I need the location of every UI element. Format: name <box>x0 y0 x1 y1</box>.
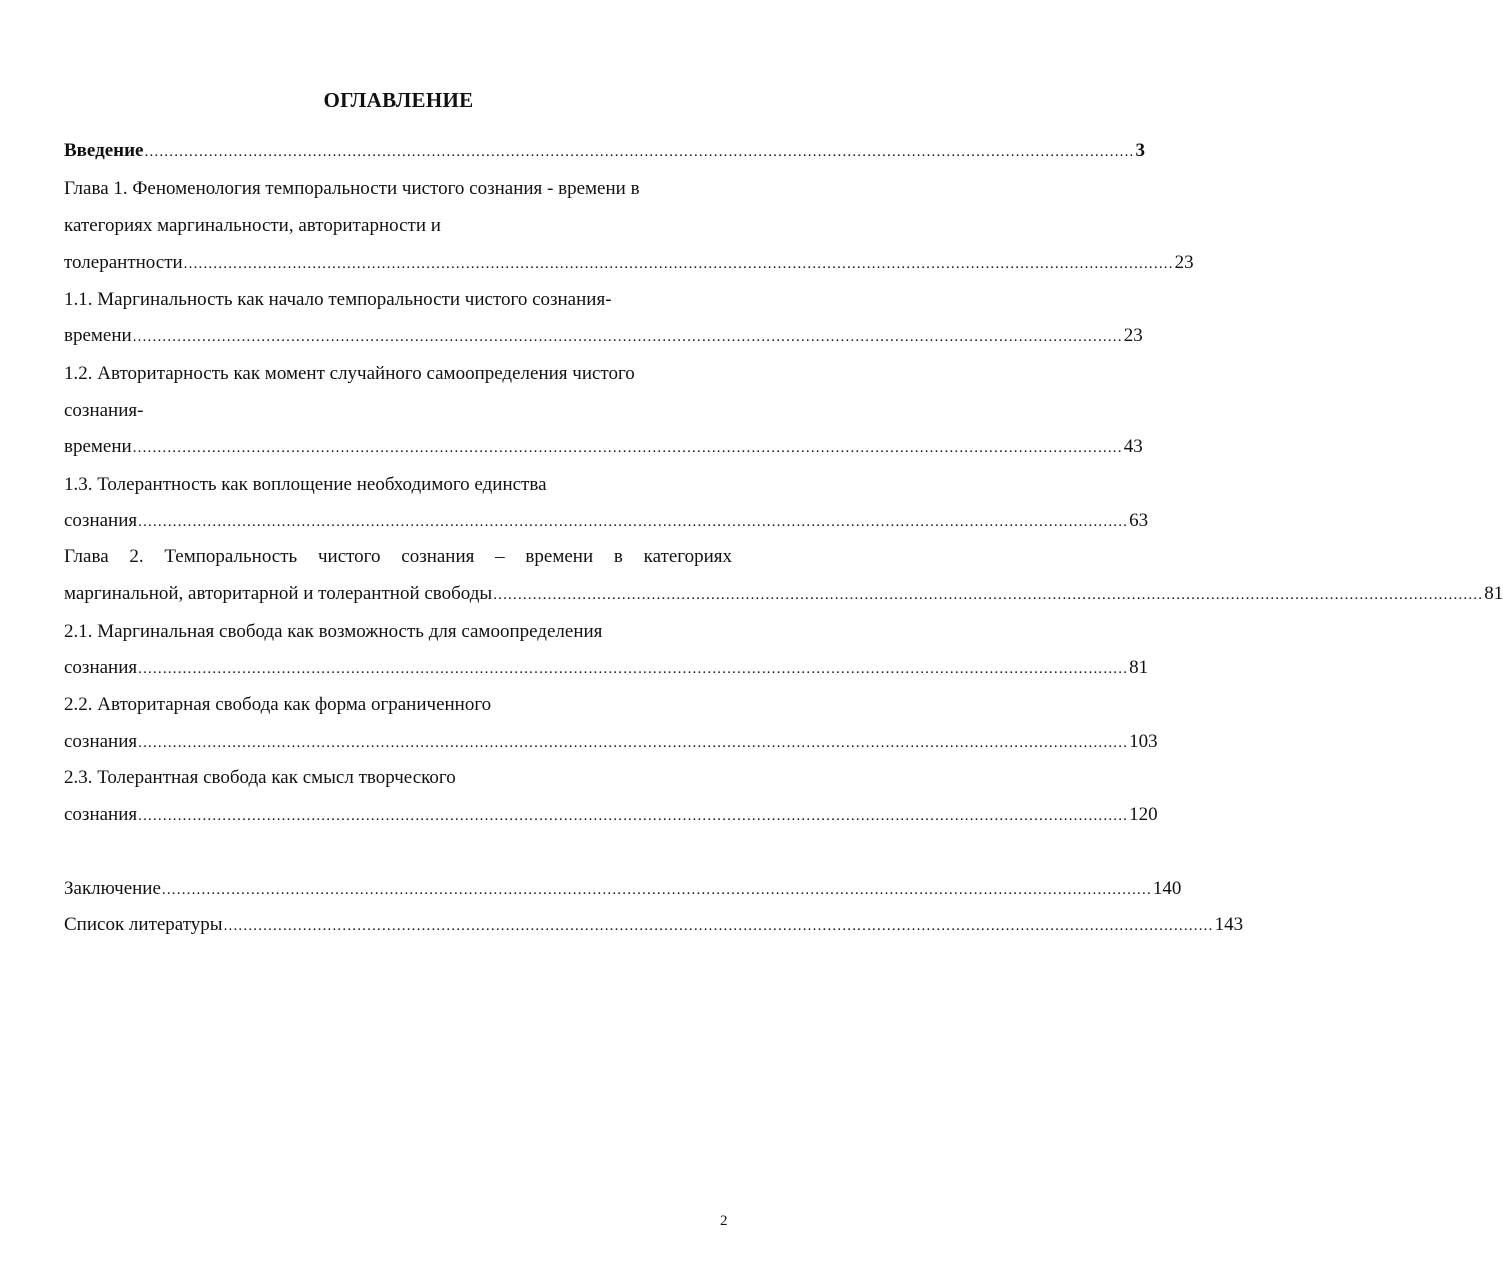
toc-leader-dots: ........................................................................................................................................................................................................ <box>138 661 1129 677</box>
ch2-word: категориях <box>643 546 732 567</box>
toc-entry-s21[interactable] <box>64 655 1149 682</box>
toc-leader-dots: ........................................................................................................................................................................................................ <box>138 735 1129 751</box>
toc-label: времени <box>64 436 132 457</box>
page-number: 2 <box>720 1213 728 1229</box>
toc-entry-s13[interactable] <box>64 508 1149 535</box>
toc-label: Заключение <box>64 878 161 899</box>
toc-label: маргинальной, авторитарной и толерантной свободы <box>64 583 493 604</box>
toc-leader-dots: ........................................................................................................................................................................................................ <box>493 587 1484 603</box>
toc-leader-dots: ........................................................................................................................................................................................................ <box>138 514 1129 530</box>
ch2-word: сознания <box>401 546 475 567</box>
toc-page-number: 63 <box>1129 510 1149 531</box>
toc-entry-s11[interactable] <box>64 323 1143 350</box>
toc-leader-dots: ........................................................................................................................................................................................................ <box>223 918 1214 934</box>
toc-entry-ch1-line2: категориях маргинальности, авторитарности и <box>64 215 441 236</box>
ch2-word: в <box>613 546 623 567</box>
toc-entry-ch2-line1 <box>64 544 732 570</box>
ch2-word: – <box>495 546 505 567</box>
toc-leader-dots: ........................................................................................................................................................................................................ <box>183 256 1174 272</box>
toc-label: сознания <box>64 657 138 678</box>
toc-leader-dots: ........................................................................................................................................................................................................ <box>132 329 1123 345</box>
toc-label: толерантности <box>64 252 183 273</box>
toc-entry-s23[interactable] <box>64 802 1158 829</box>
toc-label: Список литературы <box>64 914 223 935</box>
toc-page-number: 120 <box>1129 804 1158 825</box>
toc-page-number: 81 <box>1129 657 1149 678</box>
toc-label: сознания <box>64 731 138 752</box>
toc-leader-dots: ........................................................................................................................................................................................................ <box>144 144 1135 160</box>
toc-page-number: 43 <box>1123 436 1143 457</box>
toc-entry-intro[interactable] <box>64 138 1145 165</box>
toc-entry-ch1[interactable] <box>64 250 1194 277</box>
toc-page-number: 81 <box>1484 583 1503 604</box>
ch2-word: времени <box>525 546 594 567</box>
ch2-word: чистого <box>317 546 381 567</box>
toc-label: сознания <box>64 510 138 531</box>
toc-entry-s22[interactable] <box>64 729 1158 756</box>
toc-entry-s12-line2: сознания- <box>64 400 144 421</box>
toc-leader-dots: ........................................................................................................................................................................................................ <box>138 808 1129 824</box>
toc-entry-ch1-line1: Глава 1. Феноменология темпоральности чистого сознания - времени в <box>64 178 640 199</box>
toc-entry-s12-line1: 1.2. Авторитарность как момент случайного самоопределения чистого <box>64 363 635 384</box>
toc-page-number: 140 <box>1152 878 1182 899</box>
toc-leader-dots: ........................................................................................................................................................................................................ <box>132 440 1123 456</box>
toc-entry-s23-line1: 2.3. Толерантная свобода как смысл творческого <box>64 767 456 788</box>
toc-label: времени <box>64 325 132 346</box>
toc-entry-s13-line1: 1.3. Толерантность как воплощение необходимого единства <box>64 474 547 495</box>
ch2-word: 2. <box>129 546 144 567</box>
toc-page-number: 143 <box>1214 914 1244 935</box>
toc-leader-dots: ........................................................................................................................................................................................................ <box>161 882 1152 898</box>
toc-entry-s12[interactable] <box>64 434 1143 461</box>
toc-entry-s11-line1: 1.1. Маргинальность как начало темпоральности чистого сознания- <box>64 289 612 310</box>
toc-page-number: 23 <box>1174 252 1194 273</box>
toc-label: сознания <box>64 804 138 825</box>
toc-label: Введение <box>64 140 144 161</box>
toc-entry-conclusion[interactable] <box>64 876 1182 903</box>
toc-page-number: 103 <box>1129 731 1158 752</box>
toc-page-number: 23 <box>1123 325 1143 346</box>
toc-entry-references[interactable] <box>64 912 1244 939</box>
page-title: ОГЛАВЛЕНИЕ <box>323 88 474 112</box>
ch2-word: Глава <box>64 546 109 567</box>
toc-page-number: 3 <box>1135 140 1145 161</box>
toc-entry-s21-line1: 2.1. Маргинальная свобода как возможность для самоопределения <box>64 621 603 642</box>
toc-entry-s22-line1: 2.2. Авторитарная свобода как форма ограниченного <box>64 694 492 715</box>
ch2-word: Темпоральность <box>164 546 298 567</box>
toc-entry-ch2[interactable] <box>64 581 1503 608</box>
